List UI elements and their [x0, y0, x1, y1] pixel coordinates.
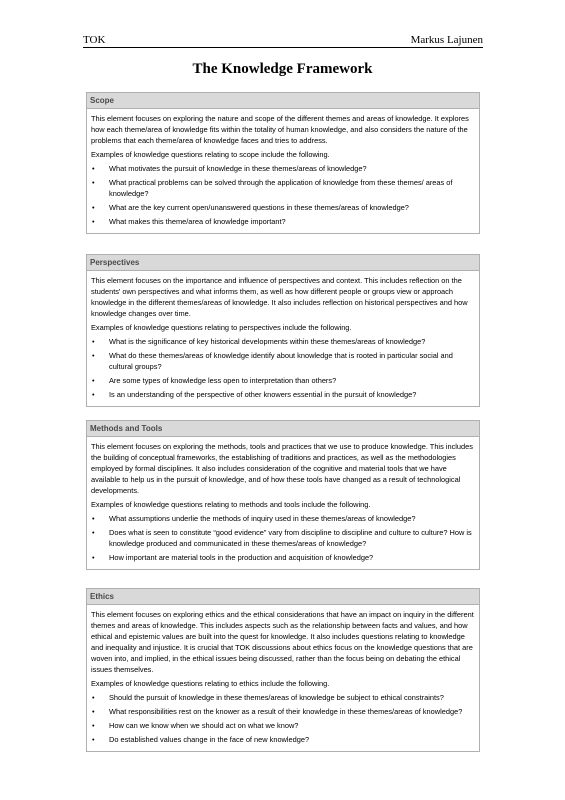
section-scope — [86, 92, 480, 234]
section-heading: Perspectives — [87, 255, 479, 271]
bullet-icon: • — [92, 164, 95, 173]
bullet-icon: • — [92, 553, 95, 562]
question-list — [91, 336, 475, 400]
examples-label: Examples of knowledge questions relating to perspectives include the following. — [91, 323, 352, 332]
section-intro: This element focuses on exploring the nature and scope of the different themes and areas of knowledge. It explores how each theme/area of knowledge fits within the totality of human knowledge, and also considers the nature of the problems that each theme/area of knowledge faces and tries to address. — [91, 114, 469, 145]
bullet-icon: • — [92, 376, 95, 385]
section-methods-and-tools — [86, 420, 480, 570]
question-list — [91, 163, 475, 227]
list-item: • What do these themes/areas of knowledge identify about knowledge that is rooted in particular social and cultural groups? — [92, 351, 453, 371]
bullet-icon: • — [92, 693, 95, 702]
section-ethics — [86, 588, 480, 752]
bullet-icon: • — [92, 337, 95, 346]
list-item: • What motivates the pursuit of knowledge in these themes/areas of knowledge? — [92, 164, 367, 173]
bullet-icon: • — [92, 735, 95, 744]
header-course: TOK — [83, 34, 106, 46]
page-header — [83, 34, 483, 48]
section-intro: This element focuses on the importance and influence of perspectives and context. This includes reflection on the students' own perspectives and what informs them, as well as how different people or groups view or approach knowledge in the different themes/areas of knowledge. It also includes reflection on historical perspectives and how knowledge changes over time. — [91, 276, 468, 318]
section-heading: Methods and Tools — [87, 421, 479, 437]
bullet-icon: • — [92, 178, 95, 187]
list-item: • Is an understanding of the perspective of other knowers essential in the pursuit of knowledge? — [92, 390, 417, 399]
bullet-icon: • — [92, 707, 95, 716]
list-item: • Do established values change in the face of new knowledge? — [92, 735, 310, 744]
list-item: • Should the pursuit of knowledge in these themes/areas of knowledge be subject to ethical constraints? — [92, 693, 444, 702]
list-item: • Does what is seen to constitute “good evidence” vary from discipline to discipline and culture to culture? How is knowledge produced and communicated in these themes/areas of knowledge? — [92, 528, 472, 548]
document-title: The Knowledge Framework — [192, 61, 373, 77]
examples-label: Examples of knowledge questions relating to ethics include the following. — [91, 679, 330, 688]
examples-label: Examples of knowledge questions relating to scope include the following. — [91, 150, 330, 159]
examples-label: Examples of knowledge questions relating to methods and tools include the following. — [91, 500, 371, 509]
section-intro: This element focuses on exploring ethics and the ethical considerations that have an impact on inquiry in the different themes and areas of knowledge. This includes aspects such as the relationship between facts and values, and how ethical and epistemic values are built into the quest for knowledge. It also includes questions relating to knowledge and inequality and injustice. It is crucial that TOK discussions about ethics focus on the knowledge questions that are woven into, and implied, in the ethical issues being discussed, rather than the focus being on debating the ethical issues themselves. — [91, 610, 474, 674]
section-intro: This element focuses on exploring the methods, tools and practices that we use to produce knowledge. This includes the building of conceptual frameworks, the establishing of traditions and practices, as well as the methodologies employed by formal disciplines. It also includes consideration of the cognitive and material tools that we have available to help us in the pursuit of knowledge, and of how these tools have changed as a result of technological developments. — [91, 442, 473, 495]
list-item: • What are the key current open/unanswered questions in these themes/areas of knowledge? — [92, 203, 409, 212]
bullet-icon: • — [92, 721, 95, 730]
list-item: • What makes this theme/area of knowledge important? — [92, 217, 286, 226]
section-perspectives — [86, 254, 480, 407]
question-list — [91, 513, 475, 563]
list-item: • What practical problems can be solved through the application of knowledge from these themes/ areas of knowledge? — [92, 178, 453, 198]
bullet-icon: • — [92, 390, 95, 399]
list-item: • What responsibilities rest on the knower as a result of their knowledge in these themes/areas of knowledge? — [92, 707, 463, 716]
bullet-icon: • — [92, 203, 95, 212]
list-item: • What is the significance of key historical developments within these themes/areas of knowledge? — [92, 337, 426, 346]
bullet-icon: • — [92, 217, 95, 226]
list-item: • How can we know when we should act on what we know? — [92, 721, 299, 730]
header-author: Markus Lajunen — [410, 34, 483, 46]
question-list — [91, 692, 475, 745]
bullet-icon: • — [92, 514, 95, 523]
list-item: • Are some types of knowledge less open to interpretation than others? — [92, 376, 337, 385]
bullet-icon: • — [92, 351, 95, 360]
section-heading: Ethics — [87, 589, 479, 605]
list-item: • How important are material tools in the production and acquisition of knowledge? — [92, 553, 374, 562]
bullet-icon: • — [92, 528, 95, 537]
section-heading: Scope — [87, 93, 479, 109]
list-item: • What assumptions underlie the methods of inquiry used in these themes/areas of knowledge? — [92, 514, 416, 523]
